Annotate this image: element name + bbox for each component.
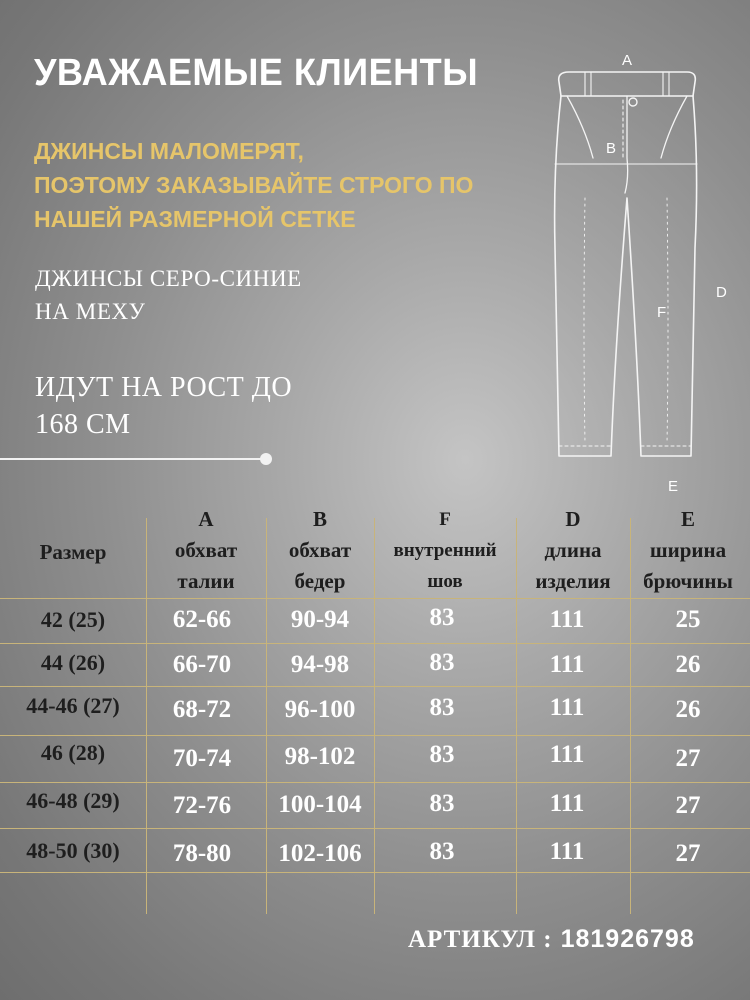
hip-cell: 90-94 [290, 606, 350, 633]
waist-cell: 72-76 [172, 792, 232, 819]
separator-dot [260, 453, 272, 465]
product-description [35, 262, 302, 328]
inseam-cell: 83 [429, 649, 455, 676]
article-label: АРТИКУЛ : [408, 926, 553, 953]
button-icon [629, 98, 637, 106]
size-cell: 44-46 (27) [26, 693, 120, 718]
separator-line [0, 458, 266, 460]
page-title: УВАЖАЕМЫЕ КЛИЕНТЫ [34, 52, 479, 94]
warning-line: НАШЕЙ РАЗМЕРНОЙ СЕТКЕ [34, 206, 356, 232]
header-line: ширина [649, 538, 727, 562]
height-note-line: 168 СМ [35, 409, 131, 440]
length-cell: 111 [549, 694, 585, 721]
waist-cell: 78-80 [172, 840, 232, 867]
header-line: обхват [174, 538, 238, 562]
size-cell: 42 (25) [40, 607, 106, 632]
length-cell: 111 [549, 741, 585, 768]
size-header: Размер [39, 540, 107, 564]
diagram-label-b: B [606, 140, 617, 157]
diagram-label-d: D [716, 284, 727, 301]
length-cell: 111 [549, 838, 585, 865]
leg-width-cell: 27 [675, 792, 701, 819]
column-header-e [630, 504, 746, 597]
table-row [0, 832, 750, 878]
header-line: брючины [643, 569, 733, 593]
warning-line: ПОЭТОМУ ЗАКАЗЫВАЙТЕ СТРОГО ПО [34, 172, 474, 198]
header-line: изделия [535, 569, 611, 593]
diagram-label-e: E [668, 478, 679, 495]
table-row [0, 602, 750, 648]
table-row [0, 786, 750, 832]
header-line: талии [177, 569, 235, 593]
article-number [408, 925, 695, 954]
hip-cell: 98-102 [284, 743, 356, 770]
table-row [0, 692, 750, 738]
header-letter: D [565, 507, 581, 531]
column-header-b [266, 504, 374, 597]
leg-width-cell: 27 [675, 840, 701, 867]
header-letter: E [680, 507, 695, 531]
length-cell: 111 [549, 651, 585, 678]
size-cell: 44 (26) [40, 650, 106, 675]
diagram-label-f: F [657, 304, 667, 321]
article-value: 181926798 [560, 925, 695, 953]
length-cell: 111 [549, 606, 585, 633]
header-line: обхват [288, 538, 352, 562]
length-cell: 111 [549, 790, 585, 817]
inseam-cell: 83 [429, 694, 455, 721]
header-line: длина [544, 538, 602, 562]
description-line: НА МЕХУ [35, 299, 146, 324]
size-cell: 46 (28) [40, 740, 106, 765]
leg-width-cell: 26 [675, 651, 701, 678]
leg-width-cell: 25 [675, 606, 701, 633]
waist-cell: 70-74 [172, 745, 232, 772]
height-note-line: ИДУТ НА РОСТ ДО [35, 372, 293, 403]
size-cell: 48-50 (30) [26, 838, 120, 863]
header-line: шов [427, 571, 463, 592]
header-line: бедер [294, 569, 346, 593]
leg-width-cell: 27 [675, 745, 701, 772]
grid-line [0, 598, 750, 599]
description-line: ДЖИНСЫ СЕРО-СИНИЕ [35, 266, 302, 291]
column-header-a [146, 504, 266, 597]
inseam-cell: 83 [429, 604, 455, 631]
hip-cell: 100-104 [278, 791, 362, 818]
inseam-cell: 83 [429, 790, 455, 817]
hip-cell: 102-106 [278, 840, 362, 867]
waist-cell: 66-70 [172, 651, 232, 678]
column-header-f [374, 504, 516, 597]
header-letter: A [198, 507, 214, 531]
leg-width-cell: 26 [675, 696, 701, 723]
table-row [0, 647, 750, 693]
inseam-cell: 83 [429, 838, 455, 865]
header-letter: B [312, 507, 327, 531]
waist-cell: 62-66 [172, 606, 232, 633]
diagram-label-a: A [622, 52, 633, 69]
sizing-warning [34, 134, 554, 236]
inseam-cell: 83 [429, 741, 455, 768]
hip-cell: 96-100 [284, 696, 356, 723]
warning-line: ДЖИНСЫ МАЛОМЕРЯТ, [34, 138, 304, 164]
header-letter: F [439, 509, 451, 530]
size-cell: 46-48 (29) [26, 788, 120, 813]
hip-cell: 94-98 [290, 651, 350, 678]
table-row [0, 739, 750, 785]
waist-cell: 68-72 [172, 696, 232, 723]
pants-diagram [545, 48, 715, 473]
column-header-d [516, 504, 630, 597]
header-line: внутренний [393, 540, 497, 561]
height-note [35, 369, 292, 443]
